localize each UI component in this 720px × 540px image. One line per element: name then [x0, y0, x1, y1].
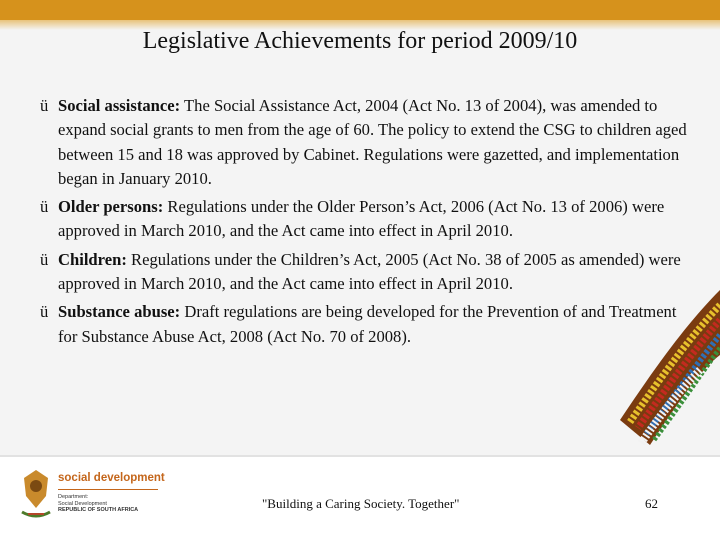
- dept-line: Social Development: [58, 500, 107, 507]
- footer-divider: [0, 455, 720, 457]
- beadwork-decoration-icon: [580, 250, 720, 450]
- bullet-label: Children:: [58, 249, 127, 269]
- bullet-label: Social assistance:: [58, 96, 181, 115]
- footer-slogan: "Building a Caring Society. Together": [262, 496, 460, 511]
- coat-of-arms-icon: [18, 468, 54, 522]
- check-icon: ü: [40, 96, 49, 115]
- logo-name: social development: [58, 472, 165, 484]
- slide-title: Legislative Achievements for period 2009/10: [142, 28, 578, 54]
- page-number: 62: [645, 496, 658, 511]
- bullet-text: The Social Assistance Act, 2004 (Act No. 13 of 2004), was amended to expand social grants to men from the age of 60. The policy to extend the CSG to children aged between 15 and 18 was approved by Cabinet. Regulations were gazetted, and implementation began in January 2010.: [58, 96, 687, 188]
- bullet-social-assistance: [40, 94, 688, 191]
- bullet-older-persons: [40, 195, 688, 244]
- check-icon: ü: [40, 197, 49, 217]
- bullet-text: Regulations under the Children’s Act, 2005 (Act No. 38 of 2005 as amended) were approved in March 2010, and the Act came into effect in April 2010.: [58, 249, 681, 294]
- dept-line: Department:: [58, 494, 89, 500]
- logo-rule: [58, 489, 158, 490]
- bullet-label: Substance abuse:: [58, 302, 181, 322]
- bullet-text: Regulations under the Older Person’s Act, 2006 (Act No. 13 of 2006) were approved in March 2010, and the Act came into effect in April 2010.: [58, 197, 665, 241]
- top-accent-bar: [0, 0, 720, 20]
- check-icon: ü: [40, 249, 49, 269]
- dept-line: REPUBLIC OF SOUTH AFRICA: [58, 507, 139, 513]
- bullet-text: Draft regulations are being developed for the Prevention of and Treatment for Substance Abuse Act, 2008 (Act No. 70 of 2008).: [58, 302, 677, 346]
- logo-department: [58, 494, 168, 514]
- check-icon: ü: [40, 302, 49, 322]
- bullet-label: Older persons:: [58, 197, 164, 217]
